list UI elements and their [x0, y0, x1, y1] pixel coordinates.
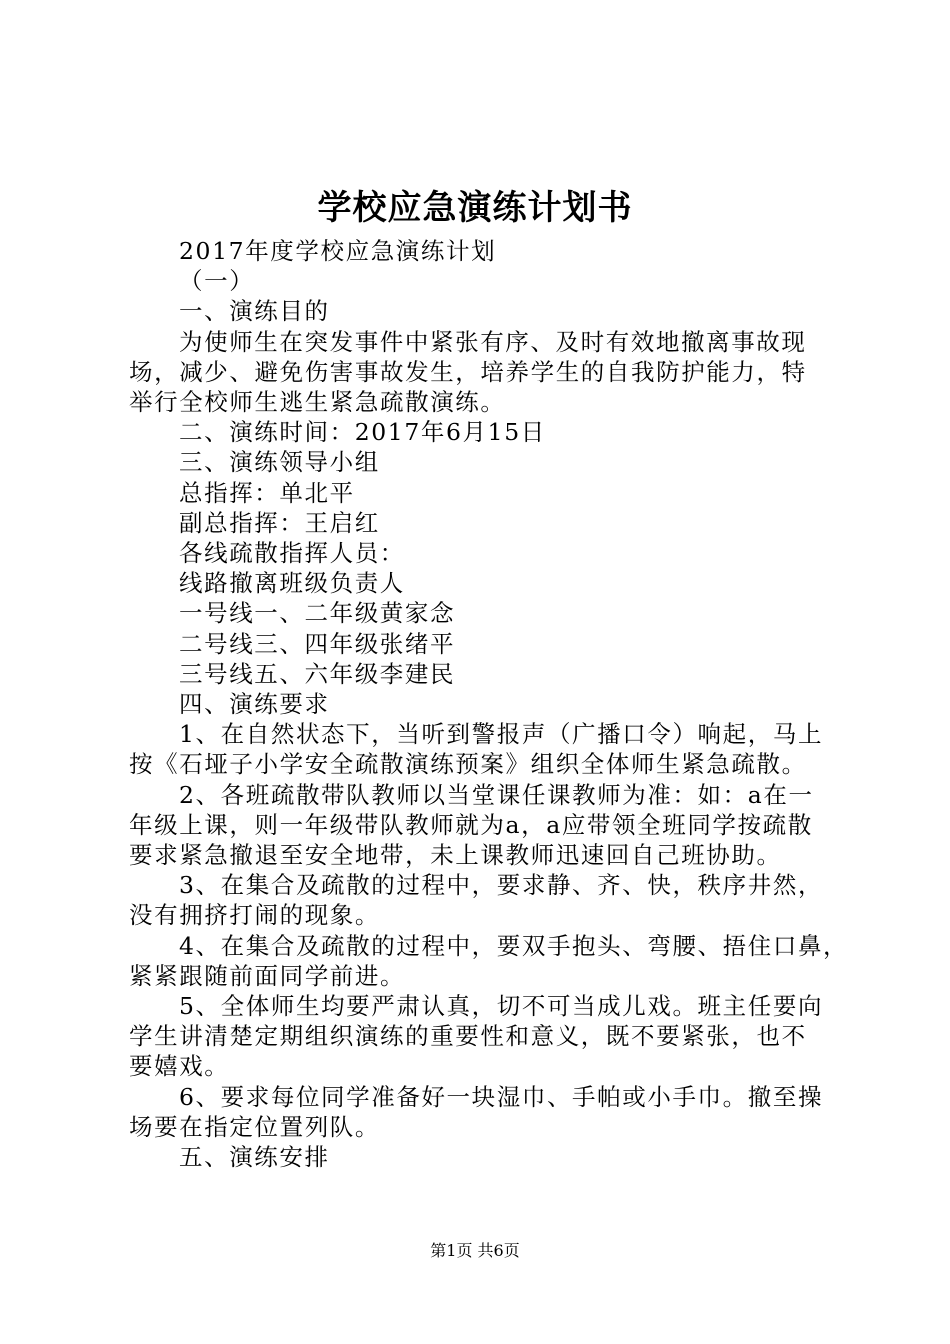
document-body	[129, 236, 849, 1172]
paragraph-line: 3、在集合及疏散的过程中，要求静、齐、快，秩序井然，	[179, 871, 824, 900]
paragraph-line: 各线疏散指挥人员：	[179, 539, 405, 568]
paragraph-line: 没有拥挤打闹的现象。	[129, 901, 380, 930]
paragraph-line: 副总指挥：王启红	[179, 508, 380, 537]
paragraph-line: 年级上课，则一年级带队教师就为a，a应带领全班同学按疏散	[129, 810, 813, 839]
section-heading: 四、演练要求	[179, 690, 330, 719]
section-heading: 五、演练安排	[179, 1143, 330, 1172]
document-title: 学校应急演练计划书	[317, 188, 633, 228]
paragraph-line: 场，减少、避免伤害事故发生，培养学生的自我防护能力，特	[129, 357, 807, 386]
paragraph-line: 要嬉戏。	[129, 1052, 230, 1081]
paragraph-line: 要求紧急撤退至安全地带，未上课教师迅速回自己班协助。	[129, 841, 782, 870]
paragraph-line: 6、要求每位同学准备好一块湿巾、手帕或小手巾。撤至操	[179, 1082, 824, 1111]
paragraph-line: 紧紧跟随前面同学前进。	[129, 961, 406, 990]
page-footer: 第1页 共6页	[430, 1241, 520, 1260]
section-heading: 三、演练领导小组	[179, 448, 380, 477]
paragraph-line: 举行全校师生逃生紧急疏散演练。	[129, 388, 506, 417]
paragraph-line: 2017年度学校应急演练计划	[179, 237, 497, 265]
paragraph-line: 学生讲清楚定期组织演练的重要性和意义，既不要紧张，也不	[129, 1022, 807, 1051]
paragraph-line: 4、在集合及疏散的过程中，要双手抱头、弯腰、捂住口鼻，	[179, 931, 849, 960]
paragraph-line: 一号线一、二年级黄家念	[179, 599, 456, 628]
paragraph-line: 5、全体师生均要严肃认真，切不可当成儿戏。班主任要向	[179, 992, 824, 1021]
paragraph-line: 二号线三、四年级张绪平	[179, 629, 456, 658]
paragraph-line: 总指挥：单北平	[179, 478, 355, 507]
paragraph-line: 为使师生在突发事件中紧张有序、及时有效地撤离事故现	[179, 327, 807, 356]
paragraph-line: 按《石垭子小学安全疏散演练预案》组织全体师生紧急疏散。	[129, 750, 807, 779]
paragraph-line: 2、各班疏散带队教师以当堂课任课教师为准：如：a在一	[179, 780, 814, 809]
paragraph-line: 线路撤离班级负责人	[179, 569, 405, 598]
section-heading: 二、演练时间：2017年6月15日	[179, 418, 546, 447]
paragraph-line: 场要在指定位置列队。	[129, 1112, 380, 1141]
paragraph-line: （一）	[179, 267, 255, 296]
section-heading: 一、演练目的	[179, 297, 330, 326]
paragraph-line: 1、在自然状态下，当听到警报声（广播口令）响起，马上	[179, 720, 824, 749]
paragraph-line: 三号线五、六年级李建民	[179, 659, 456, 688]
